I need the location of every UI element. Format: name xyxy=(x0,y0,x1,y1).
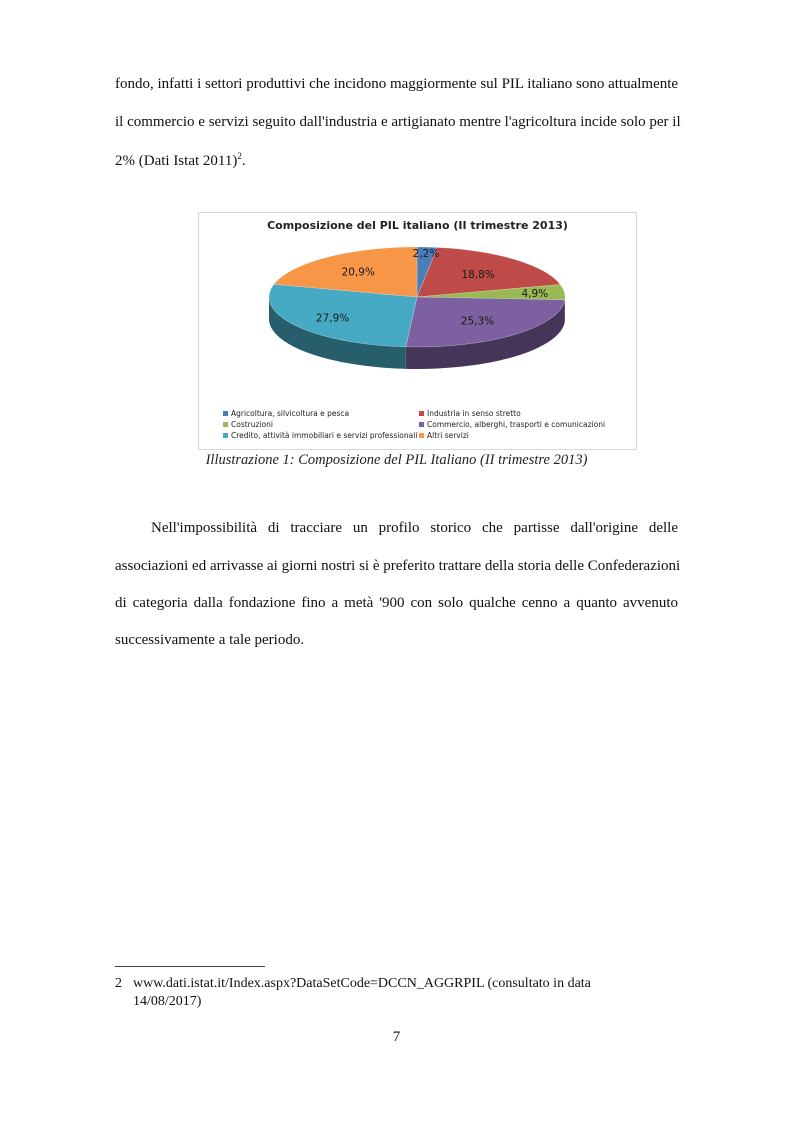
paragraph-2-line-4: successivamente a tale periodo. xyxy=(115,632,305,648)
legend-swatch-5 xyxy=(419,433,424,438)
legend-item-2 xyxy=(223,420,273,429)
page-number: 7 xyxy=(392,1029,401,1045)
pie-chart-figure xyxy=(198,212,637,450)
legend-label-3: Commercio, alberghi, trasporti e comunicazioni xyxy=(427,420,606,429)
chart-title: Composizione del PIL italiano (II trimestre 2013) xyxy=(267,219,568,232)
pie-data-label-1: 18,8% xyxy=(461,268,495,281)
paragraph-1-line-1: fondo, infatti i settori produttivi che incidono maggiormente sul PIL italiano sono attualmente xyxy=(115,76,679,92)
paragraph-1-line-3 xyxy=(115,151,246,170)
legend-item-0 xyxy=(223,409,349,418)
paragraph-1-line-2: il commercio e servizi seguito dall'industria e artigianato mentre l'agricoltura incide solo per il xyxy=(115,114,681,130)
figure-caption: Illustrazione 1: Composizione del PIL Italiano (II trimestre 2013) xyxy=(205,452,588,468)
legend-swatch-0 xyxy=(223,411,228,416)
legend-label-5: Altri servizi xyxy=(427,431,469,440)
footnote xyxy=(115,975,591,1011)
pie-data-label-3: 25,3% xyxy=(460,315,495,328)
legend-item-4 xyxy=(223,431,417,440)
legend-swatch-1 xyxy=(419,411,424,416)
paragraph-1-line-3-text: 2% (Dati Istat 2011) xyxy=(115,153,238,169)
footnote-number: 2 xyxy=(115,976,122,991)
paragraph-2-line-3: di categoria dalla fondazione fino a metà '900 con solo qualche cenno a quanto avvenuto xyxy=(115,595,678,611)
pie-data-label-2: 4,9% xyxy=(521,288,549,301)
legend-swatch-3 xyxy=(419,422,424,427)
legend-label-0: Agricoltura, silvicoltura e pesca xyxy=(231,409,350,418)
pie-data-label-0: 2,2% xyxy=(412,248,440,261)
legend-item-5 xyxy=(419,431,469,440)
footnote-reference[interactable]: 2 xyxy=(237,151,242,161)
legend-item-1 xyxy=(419,409,521,418)
pie-data-label-5: 20,9% xyxy=(341,266,375,279)
paragraph-2-line-1: Nell'impossibilità di tracciare un profilo storico che partisse dall'origine delle xyxy=(151,520,678,536)
footnote-separator xyxy=(115,966,265,967)
legend-swatch-2 xyxy=(223,422,228,427)
footnote-url[interactable]: www.dati.istat.it/Index.aspx?DataSetCode=DCCN_AGGRPIL (consultato in data xyxy=(133,976,591,991)
paragraph-1-line-3-end: . xyxy=(241,153,246,169)
pie-data-label-4: 27,9% xyxy=(315,312,350,325)
paragraph-2-line-2: associazioni ed arrivasse ai giorni nostri si è preferito trattare della storia delle Confederazioni xyxy=(115,558,681,574)
footnote-date: 14/08/2017) xyxy=(133,994,202,1009)
legend-label-1: Industria in senso stretto xyxy=(427,409,521,418)
legend-label-4: Credito, attività immobiliari e servizi professionali xyxy=(231,431,418,440)
legend-label-2: Costruzioni xyxy=(231,420,273,429)
legend-item-3 xyxy=(419,420,605,429)
legend-swatch-4 xyxy=(223,433,228,438)
